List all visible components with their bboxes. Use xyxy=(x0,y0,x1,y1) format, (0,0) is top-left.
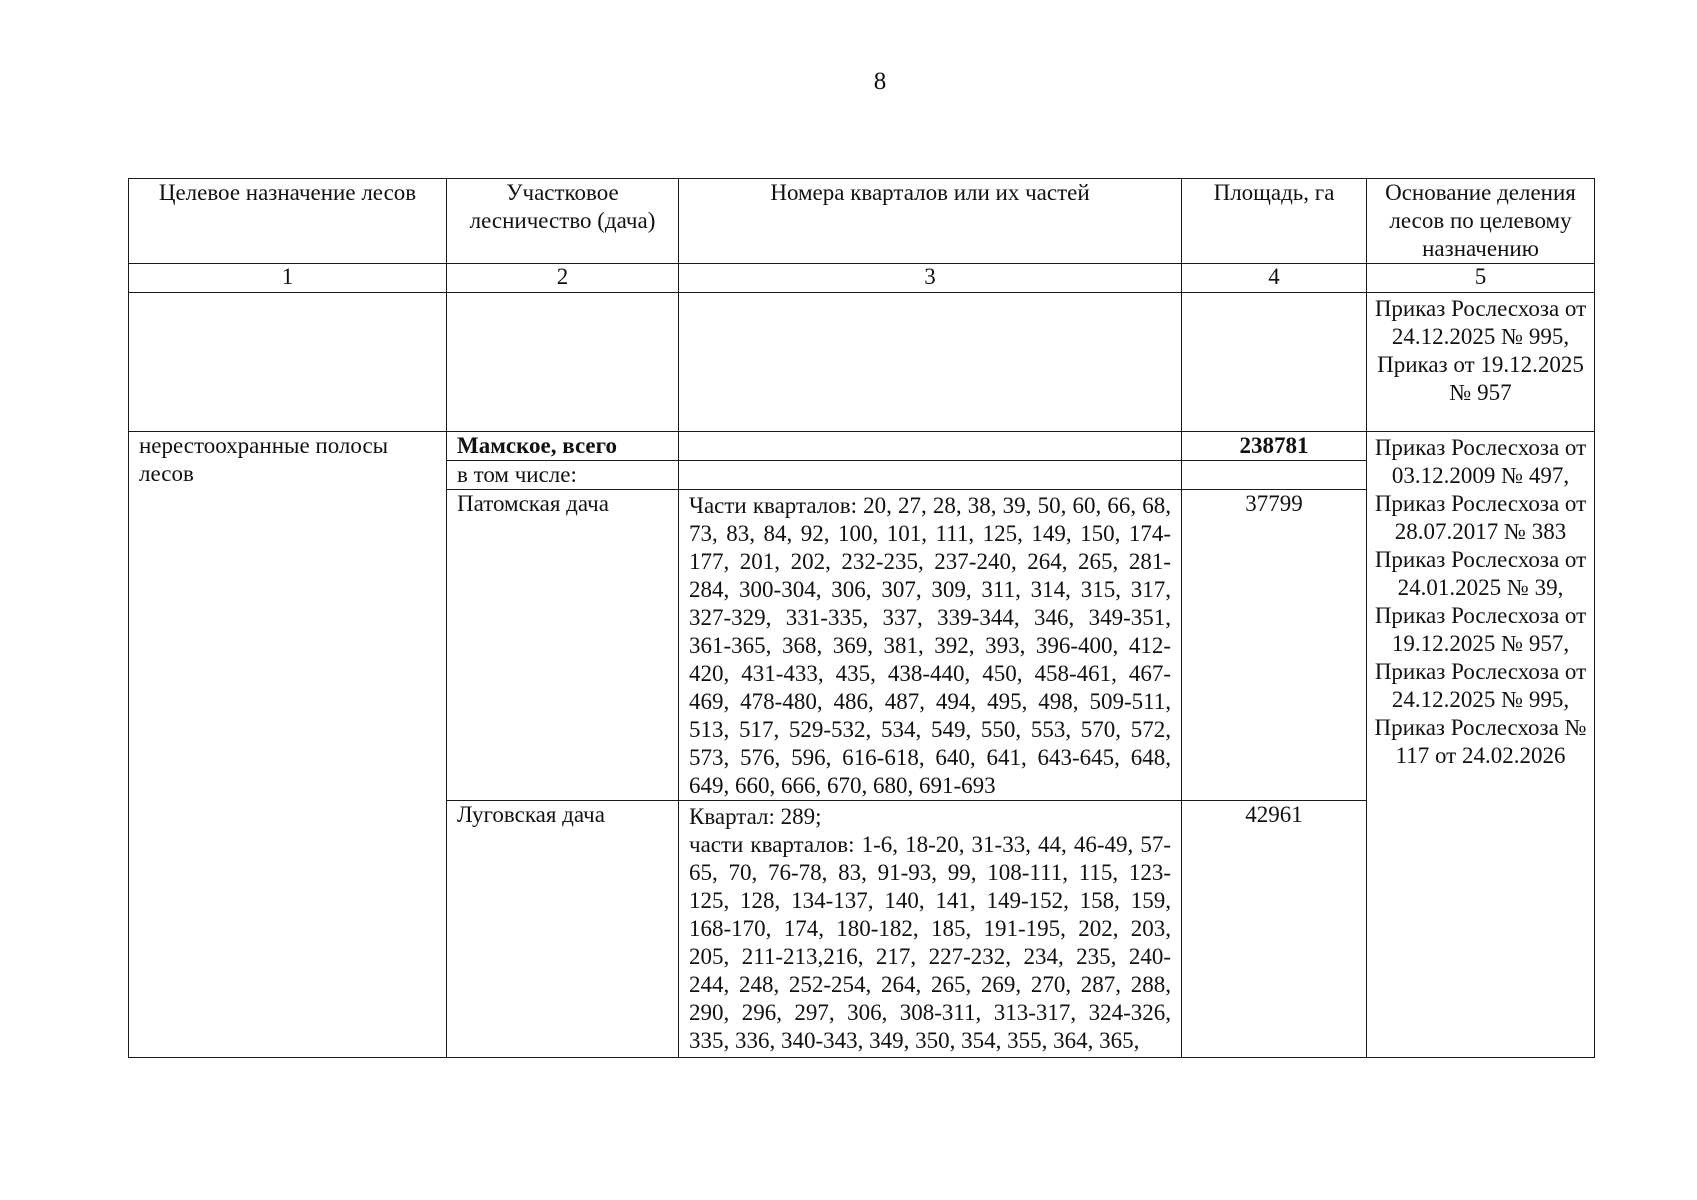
empty-cell xyxy=(447,293,679,432)
header-area: Площадь, га xyxy=(1182,179,1367,264)
forest-purpose-table-container xyxy=(128,178,1595,1058)
empty-cell xyxy=(679,461,1182,490)
total-row xyxy=(129,432,1595,461)
header-purpose: Целевое назначение лесов xyxy=(129,179,447,264)
header-basis: Основание деления лесов по целевому назначению xyxy=(1367,179,1595,264)
total-label: Мамское, всего xyxy=(447,432,679,461)
continuation-basis-cell: Приказ Рослесхоза от 24.12.2025 № 995, Приказ от 19.12.2025 № 957 xyxy=(1367,293,1595,432)
purpose-cell: нерестоохранные полосы лесов xyxy=(129,432,447,1058)
quarters-full-line: Квартал: 289; xyxy=(689,804,822,829)
area-value: 37799 xyxy=(1182,490,1367,801)
header-forestry: Участковое лесничество (дача) xyxy=(447,179,679,264)
empty-cell xyxy=(1182,461,1367,490)
column-number: 5 xyxy=(1367,264,1595,293)
quarters-cell xyxy=(679,801,1182,1058)
quarters-list: части кварталов: 1-6, 18-20, 31-33, 44, 46-49, 57-65, 70, 76-78, 83, 91-93, 99, 108-111, 115, 123-125, 128, 134-137, 140, 141, 149-152, 158, 159, 168-170, 174, 180-182, 185, 191-195, 202, 203, 205, 211-213,216, 217, 227-232, 234, 235, 240-244, 248, 252-254, 264, 265, 269, 270, 287, 288, 290, 296, 297, 306, 308-311, 313-317, 324-326, 335, 336, 340-343, 349, 350, 354, 355, 364, 365, xyxy=(689,832,1171,1053)
empty-cell xyxy=(679,293,1182,432)
column-number: 4 xyxy=(1182,264,1367,293)
area-value: 42961 xyxy=(1182,801,1367,1058)
basis-cell: Приказ Рослесхоза от 03.12.2009 № 497, Приказ Рослесхоза от 28.07.2017 № 383 Приказ Рослесхоза от 24.01.2025 № 39, Приказ Рослесхоза от 19.12.2025 № 957, Приказ Рослесхоза от 24.12.2025 № 995, Приказ Рослесхоза № 117 от 24.02.2026 xyxy=(1367,432,1595,1058)
column-number-row xyxy=(129,264,1595,293)
column-number: 2 xyxy=(447,264,679,293)
empty-cell xyxy=(679,432,1182,461)
page-number: 8 xyxy=(873,68,887,95)
total-area: 238781 xyxy=(1182,432,1367,461)
header-quarters: Номера кварталов или их частей xyxy=(679,179,1182,264)
quarters-list: Части кварталов: 20, 27, 28, 38, 39, 50, 60, 66, 68, 73, 83, 84, 92, 100, 101, 111, 125, 149, 150, 174-177, 201, 202, 232-235, 237-240, 264, 265, 281-284, 300-304, 306, 307, 309, 311, 314, 315, 317, 327-329, 331-335, 337, 339-344, 346, 349-351, 361-365, 368, 369, 381, 392, 393, 396-400, 412-420, 431-433, 435, 438-440, 450, 458-461, 467-469, 478-480, 486, 487, 494, 495, 498, 509-511, 513, 517, 529-532, 534, 549, 550, 553, 570, 572, 573, 576, 596, 616-618, 640, 641, 643-645, 648, 649, 660, 666, 670, 680, 691-693 xyxy=(679,490,1182,801)
column-number: 1 xyxy=(129,264,447,293)
empty-cell xyxy=(1182,293,1367,432)
header-row xyxy=(129,179,1595,264)
column-number: 3 xyxy=(679,264,1182,293)
continuation-row xyxy=(129,293,1595,432)
forest-purpose-table xyxy=(128,178,1595,1058)
dacha-name: Патомская дача xyxy=(447,490,679,801)
empty-cell xyxy=(129,293,447,432)
subtotal-label: в том числе: xyxy=(447,461,679,490)
dacha-name: Луговская дача xyxy=(447,801,679,1058)
